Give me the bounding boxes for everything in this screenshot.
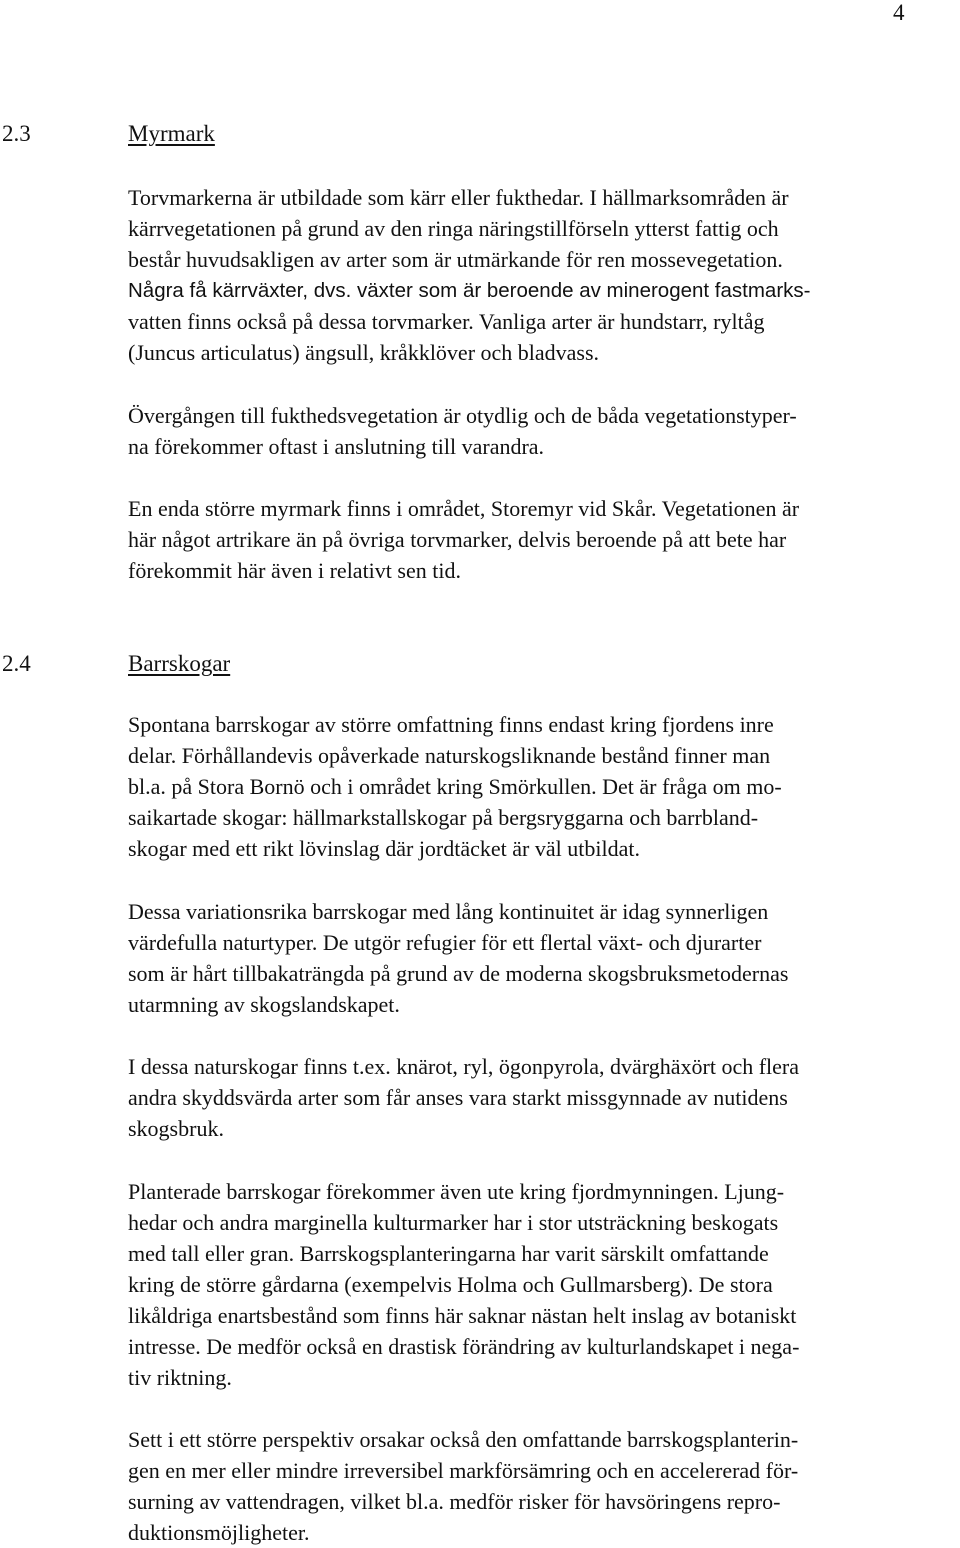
text-line: I dessa naturskogar finns t.ex. knärot, ryl, ögonpyrola, dvärghäxört och flera (128, 1054, 800, 1079)
text-line: skogsbruk. (128, 1116, 224, 1141)
text-line: delar. Förhållandevis opåverkade naturskogsliknande bestånd finner man (128, 743, 771, 768)
text-line: som är hårt tillbakaträngda på grund av de moderna skogsbruksmetodernas (128, 961, 789, 986)
text-line: består huvudsakligen av arter som är utmärkande för ren mossevegetation. (128, 247, 783, 272)
text-line: utarmning av skogslandskapet. (128, 992, 400, 1017)
text-line: Några få kärrväxter, dvs. växter som är beroende av minerogent fastmarks- (128, 279, 811, 302)
text-line: andra skyddsvärda arter som får anses vara starkt missgynnade av nutidens (128, 1085, 788, 1110)
paragraph (128, 1176, 799, 1393)
text-line: kärrvegetationen på grund av den ringa näringstillförseln ytterst fattig och (128, 216, 779, 241)
text-line: tiv riktning. (128, 1365, 232, 1390)
text-line: med tall eller gran. Barrskogsplanteringarna har varit särskilt omfattande (128, 1241, 769, 1266)
text-line: likåldriga enartsbestånd som finns här saknar nästan helt inslag av botaniskt (128, 1303, 797, 1328)
page-number: 4 (893, 0, 905, 25)
paragraph (128, 709, 782, 864)
paragraph (128, 896, 788, 1020)
text-line: surning av vattendragen, vilket bl.a. medför risker för havsöringens repro- (128, 1489, 781, 1514)
section-title: Myrmark (128, 121, 215, 146)
paragraph (128, 1051, 799, 1144)
text-line: Torvmarkerna är utbildade som kärr eller fukthedar. I hällmarksområden är (128, 185, 789, 210)
paragraph (128, 400, 797, 462)
section-number: 2.4 (2, 651, 31, 676)
text-line: hedar och andra marginella kulturmarker har i stor utsträckning beskogats (128, 1210, 779, 1235)
text-line: här något artrikare än på övriga torvmarker, delvis beroende på att bete har (128, 527, 787, 552)
text-line: saikartade skogar: hällmarkstallskogar på bergsryggarna och barrbland- (128, 805, 759, 830)
text-line: gen en mer eller mindre irreversibel markförsämring och en accelererad för- (128, 1458, 799, 1483)
text-line: bl.a. på Stora Bornö och i området kring Smörkullen. Det är fråga om mo- (128, 774, 782, 799)
section-heading-barrskogar (0, 648, 960, 679)
text-line: Dessa variationsrika barrskogar med lång kontinuitet är idag synnerligen (128, 899, 769, 924)
text-line: En enda större myrmark finns i området, Storemyr vid Skår. Vegetationen är (128, 496, 800, 521)
text-line: (Juncus articulatus) ängsull, kråkklöver och bladvass. (128, 340, 600, 365)
paragraph (128, 1424, 798, 1548)
text-line: intresse. De medför också en drastisk förändring av kulturlandskapet i nega- (128, 1334, 800, 1359)
text-line: skogar med ett rikt lövinslag där jordtäcket är väl utbildat. (128, 836, 640, 861)
text-line: vatten finns också på dessa torvmarker. Vanliga arter är hundstarr, ryltåg (128, 309, 765, 334)
text-line: värdefulla naturtyper. De utgör refugier för ett flertal växt- och djurarter (128, 930, 762, 955)
section-heading-myrmark (0, 118, 960, 149)
paragraph (128, 493, 799, 586)
text-line: na förekommer oftast i anslutning till varandra. (128, 434, 545, 459)
text-line: kring de större gårdarna (exempelvis Holma och Gullmarsberg). De stora (128, 1272, 773, 1297)
text-line: Planterade barrskogar förekommer även ute kring fjordmynningen. Ljung- (128, 1179, 785, 1204)
text-line: Övergången till fukthedsvegetation är otydlig och de båda vegetationstyper- (128, 403, 797, 428)
text-line: Sett i ett större perspektiv orsakar också den omfattande barrskogsplanterin- (128, 1427, 799, 1452)
text-line: duktionsmöjligheter. (128, 1520, 310, 1545)
text-line: Spontana barrskogar av större omfattning finns endast kring fjordens inre (128, 712, 774, 737)
section-title: Barrskogar (128, 651, 231, 676)
paragraph (128, 182, 810, 368)
text-line: förekommit här även i relativt sen tid. (128, 558, 461, 583)
section-number: 2.3 (2, 121, 31, 146)
